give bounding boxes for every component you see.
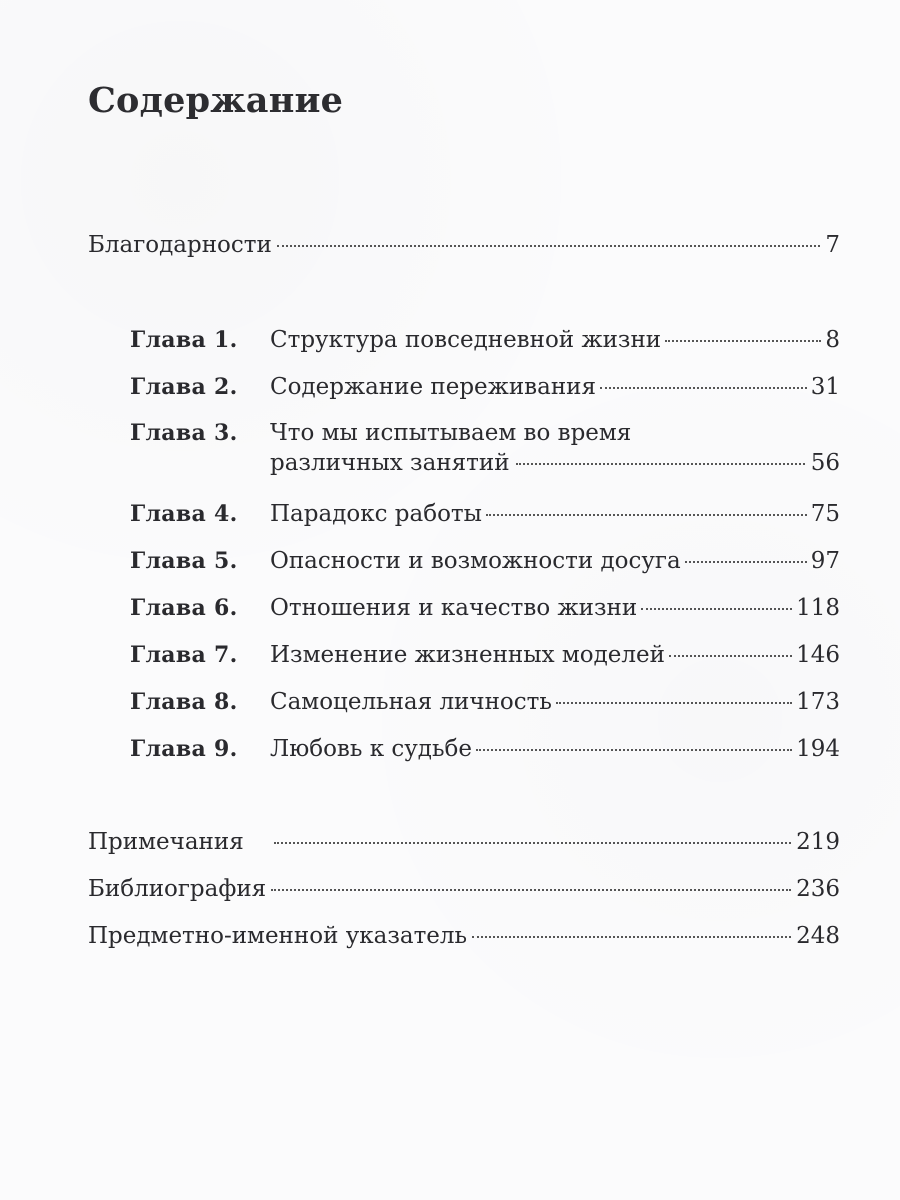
toc-entry-bibliography[interactable] xyxy=(88,876,840,902)
dot-leader xyxy=(271,889,791,891)
toc-entry-chapter-1[interactable] xyxy=(130,327,840,353)
page-title: Содержание xyxy=(88,80,344,121)
chapter-title-line-1: Что мы испытываем во время xyxy=(270,420,632,446)
toc-entry-label: Примечания xyxy=(88,829,244,855)
chapter-title: Структура повседневной жизни xyxy=(270,327,662,353)
dot-leader xyxy=(274,842,791,844)
toc-entry-chapter-8[interactable] xyxy=(130,689,840,715)
toc-page-number: 31 xyxy=(810,374,840,400)
chapter-number: Глава 3. xyxy=(130,420,238,446)
dot-leader xyxy=(472,936,791,938)
toc-entry-chapter-9[interactable] xyxy=(130,736,840,762)
toc-page-number: 56 xyxy=(810,450,840,476)
toc-entry-chapter-5[interactable] xyxy=(130,548,840,574)
dot-leader xyxy=(556,702,792,704)
toc-page-number: 236 xyxy=(796,876,840,902)
chapter-title: Опасности и возможности досуга xyxy=(270,548,681,574)
dot-leader xyxy=(476,749,792,751)
toc-entry-chapter-6[interactable] xyxy=(130,595,840,621)
toc-page-number: 97 xyxy=(810,548,840,574)
chapter-number: Глава 7. xyxy=(130,642,238,668)
dot-leader xyxy=(600,387,807,389)
dot-leader xyxy=(685,561,807,563)
toc-page-number: 219 xyxy=(796,829,840,855)
dot-leader xyxy=(665,340,821,342)
chapter-number: Глава 6. xyxy=(130,595,238,621)
chapter-title: Изменение жизненных моделей xyxy=(270,642,665,668)
chapter-number: Глава 4. xyxy=(130,501,238,527)
chapter-title: Содержание переживания xyxy=(270,374,596,400)
chapter-number: Глава 2. xyxy=(130,374,238,400)
chapter-number: Глава 1. xyxy=(130,327,238,353)
dot-leader xyxy=(277,245,821,247)
chapter-number: Глава 9. xyxy=(130,736,238,762)
chapter-title: Самоцельная личность xyxy=(270,689,552,715)
toc-entry-chapter-4[interactable] xyxy=(130,501,840,527)
toc-page-number: 248 xyxy=(796,923,840,949)
toc-entry-chapter-2[interactable] xyxy=(130,374,840,400)
toc-page-number: 118 xyxy=(796,595,840,621)
dot-leader xyxy=(486,514,807,516)
toc-page-number: 7 xyxy=(825,232,840,258)
toc-page-number: 173 xyxy=(796,689,840,715)
toc-entry-notes[interactable] xyxy=(88,829,840,855)
toc-entry-chapter-3[interactable] xyxy=(130,420,840,476)
chapter-number: Глава 5. xyxy=(130,548,238,574)
dot-leader xyxy=(516,463,805,465)
toc-page-number: 75 xyxy=(810,501,840,527)
toc-entry-acknowledgements[interactable] xyxy=(88,232,840,258)
chapter-title: Отношения и качество жизни xyxy=(270,595,638,621)
chapter-title: Парадокс работы xyxy=(270,501,482,527)
toc-entry-label: Предметно-именной указатель xyxy=(88,923,468,949)
chapter-title: Любовь к судьбе xyxy=(270,736,472,762)
dot-leader xyxy=(669,655,792,657)
toc-page-number: 146 xyxy=(796,642,840,668)
toc-page-number: 8 xyxy=(825,327,840,353)
toc-entry-index[interactable] xyxy=(88,923,840,949)
toc-entry-label: Благодарности xyxy=(88,232,272,258)
toc-entry-label: Библиография xyxy=(88,876,267,902)
toc-entry-chapter-7[interactable] xyxy=(130,642,840,668)
chapter-title-line-2: различных занятий xyxy=(270,450,510,476)
dot-leader xyxy=(641,608,792,610)
toc-page-number: 194 xyxy=(796,736,840,762)
chapter-number: Глава 8. xyxy=(130,689,238,715)
